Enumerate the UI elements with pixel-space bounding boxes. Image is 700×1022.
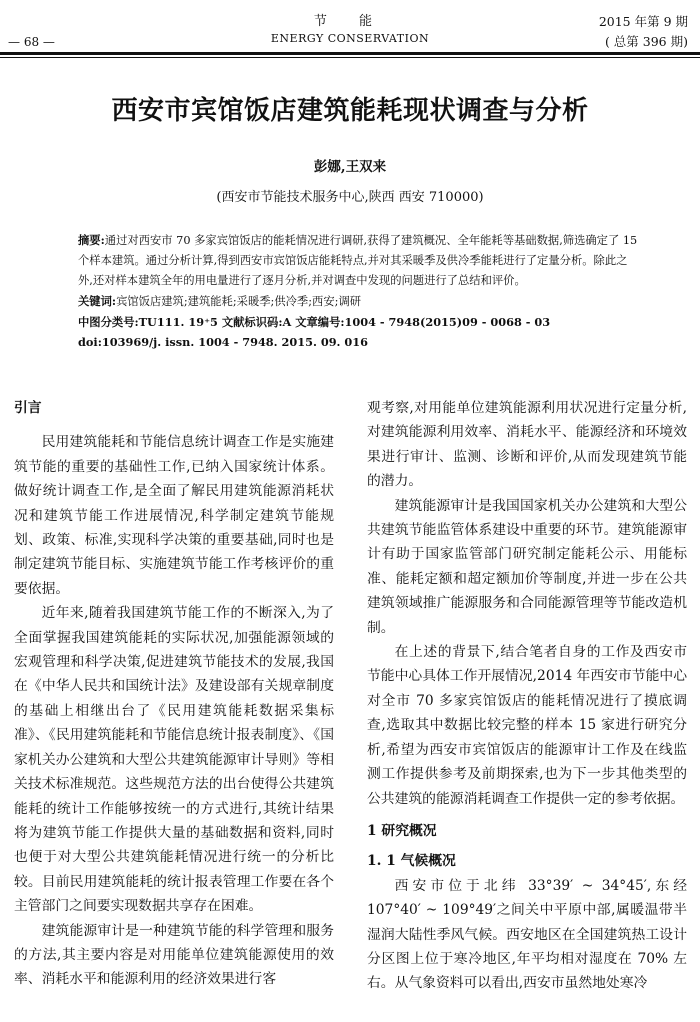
section-heading: 1 研究概况 [367, 822, 437, 839]
issue-number: 2015 年第 9 期 [598, 14, 688, 29]
body-paragraph: 建筑能源审计是我国国家机关办公建筑和大型公共建筑节能监管体系建设中重要的环节。建筑能源审计有助于国家监管部门研究制定能耗公示、用能标准、能耗定额和超定额加价等制度,并进一步在公共建筑领域推广能源服务和合同能源管理等节能改造机制。 [367, 497, 687, 636]
issue-info [599, 12, 688, 52]
article-title: 西安市宾馆饭店建筑能耗现状调查与分析 [111, 96, 589, 126]
article-authors: 彭娜,王双来 [313, 159, 387, 175]
classification-line: 中图分类号:TU111. 19⁺5 文献标识码:A 文章编号:1004 - 7948(2015)09 - 0068 - 03 [78, 315, 551, 329]
abstract-paragraph [78, 230, 638, 291]
journal-name-en: ENERGY CONSERVATION [270, 32, 430, 45]
body-paragraph: 建筑能源审计是一种建筑节能的科学管理和服务的方法,其主要内容是对用能单位建筑能源使用的效率、消耗水平和能源利用的经济效果进行客 [14, 922, 334, 988]
abstract-block [78, 230, 638, 352]
journal-name-cn: 节 能 [313, 14, 387, 29]
page-number: — 68 — [8, 35, 55, 49]
author-affiliation: (西安市节能技术服务中心,陕西 西安 710000) [216, 190, 484, 205]
abstract-text: 通过对西安市 70 多家宾馆饭店的能耗情况进行调研,获得了建筑概况、全年能耗等基础数据,筛选确定了 15 个样本建筑。通过分析计算,得到西安市宾馆饭店能耗特点,并对其采暖季及供冷季能耗进行了定量分析。除此之外,还对样本建筑全年的用电量进行了逐月分析,并对调查中发现的问题进行了总结和评价。 [78, 234, 638, 287]
total-issue-number: ( 总第 396 期) [604, 34, 688, 49]
body-paragraph: 西安市位于北纬 33°39′ ~ 34°45′,东经 107°40′ ~ 109°49′之间关中平原中部,属暖温带半湿润大陆性季风气候。西安地区在全国建筑热工设计分区图上位于寒冷地区,年平均相对湿度在 70% 左右。从气象资料可以看出,西安市虽然地处寒冷 [367, 877, 687, 992]
doi-line: doi:103969/j. issn. 1004 - 7948. 2015. 09. 016 [78, 335, 369, 349]
abstract-label: 摘要: [78, 233, 105, 247]
left-column [14, 396, 334, 992]
header-rule-thick [0, 52, 700, 55]
keywords-line [78, 291, 638, 312]
running-header [0, 10, 700, 45]
body-paragraph: 民用建筑能耗和节能信息统计调查工作是实施建筑节能的重要的基础性工作,已纳入国家统计体系。做好统计调查工作,是全面了解民用建筑能源消耗状况和建筑节能工作进展情况,科学制定建筑节能规划、政策、标准,实现科学决策的重要基础,同时也是制定建筑节能目标、实施建筑节能工作考核评价的重要依据。 [14, 434, 334, 597]
subsection-heading: 1. 1 气候概况 [367, 853, 456, 870]
keywords-label: 关键词: [78, 294, 117, 308]
body-paragraph: 近年来,随着我国建筑节能工作的不断深入,为了全面掌握我国建筑能耗的实际状况,加强能源领域的宏观管理和科学决策,促进建筑节能技术的发展,我国在《中华人民共和国统计法》及建设部有关规章制度的基础上相继出台了《民用建筑能耗数据采集标准》、《民用建筑能耗和节能信息统计报表制度》、《国家机关办公建筑和大型公共建筑能源审计导则》等相关技术标准规范。这些规范方法的出台使得公共建筑能耗的统计工作能够按统一的方式进行,其统计结果将为建筑节能工作提供大量的基础数据和资料,同时也便于对大型公共建筑能耗情况进行统一的分析比较。目前民用建筑能耗的统计报表管理工作要在各个主管部门之间要实现数据共享存在困难。 [14, 605, 334, 915]
body-paragraph: 在上述的背景下,结合笔者自身的工作及西安市节能中心具体工作开展情况,2014 年西安市节能中心对全市 70 多家宾馆饭店的能耗情况进行了摸底调查,选取其中数据比较完整的样本 15 家进行研究分析,希望为西安市宾馆饭店的能源审计工作及在线监测工作提供参考及前期探索,也为下一步其他类型的公共建筑的能源消耗调查工作提供一定的参考依据。 [367, 644, 687, 807]
header-rule-thin [0, 57, 700, 58]
right-column [367, 396, 687, 996]
intro-heading: 引言 [14, 400, 42, 416]
keywords-text: 宾馆饭店建筑;建筑能耗;采暖季;供冷季;西安;调研 [116, 295, 362, 308]
body-paragraph: 观考察,对用能单位建筑能源利用状况进行定量分析,对建筑能源利用效率、消耗水平、能源经济和环境效果进行审计、监测、诊断和评价,从而发现建筑节能的潜力。 [367, 400, 687, 490]
